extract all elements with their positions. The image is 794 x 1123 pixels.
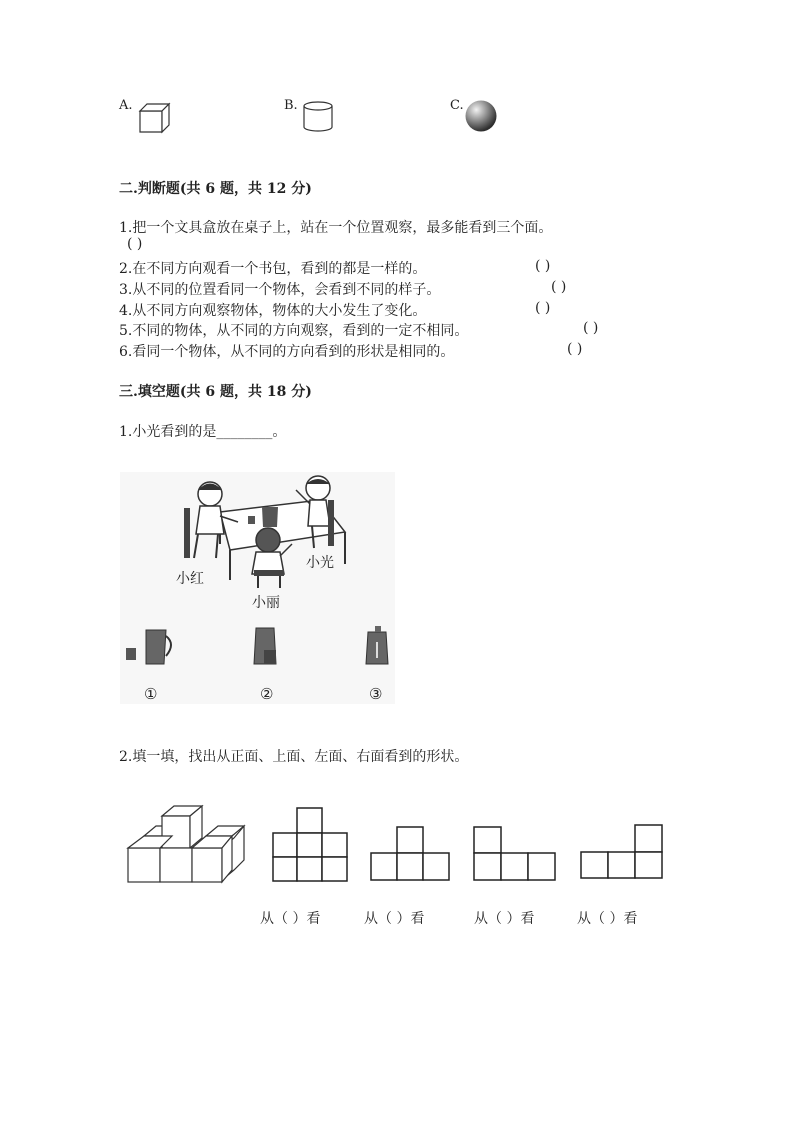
view-shape-3 (473, 826, 559, 884)
section3-heading: 三.填空题(共 6 题，共 18 分) (119, 384, 312, 400)
view-shape-4 (580, 824, 666, 882)
judge-q6-text: 6.看同一个物体，从不同的方向看到的形状是相同的。 (119, 344, 455, 360)
view-label-3[interactable]: 从（ ）看 (474, 911, 535, 927)
judge-q4-text: 4.从不同方向观察物体，物体的大小发生了变化。 (119, 303, 427, 319)
label-xiaoli: 小丽 (252, 595, 280, 611)
choice-1-label: ① (144, 685, 158, 703)
fill-q1-text: 1.小光看到的是________。 (119, 424, 287, 440)
choice-2-label: ② (260, 685, 274, 703)
judge-q5-text: 5.不同的物体，从不同的方向观察，看到的一定不相同。 (119, 323, 469, 339)
option-a-label: A. (119, 98, 133, 113)
judge-q1-answer[interactable]: ( ) (127, 236, 143, 252)
view-label-1[interactable]: 从（ ）看 (260, 911, 321, 927)
table-scene-illustration (120, 472, 395, 704)
view-shape-2 (370, 826, 452, 884)
label-xiaoguang: 小光 (306, 555, 334, 571)
judge-q2-answer[interactable]: ( ) (535, 258, 551, 274)
choice-3-label: ③ (369, 685, 383, 703)
label-xiaohong: 小红 (176, 571, 204, 587)
judge-q3-answer[interactable]: ( ) (551, 279, 567, 295)
option-b-label: B. (284, 98, 298, 113)
view-label-2[interactable]: 从（ ）看 (364, 911, 425, 927)
judge-q2-text: 2.在不同方向观看一个书包，看到的都是一样的。 (119, 261, 427, 277)
view-label-4[interactable]: 从（ ）看 (577, 911, 638, 927)
judge-q5-answer[interactable]: ( ) (583, 320, 599, 336)
judge-q4-answer[interactable]: ( ) (535, 300, 551, 316)
table-scene-figure (120, 472, 395, 704)
cube-icon (138, 102, 172, 134)
sphere-icon (464, 100, 498, 134)
view-shape-1 (272, 807, 350, 885)
option-c-label: C. (450, 98, 464, 113)
judge-q1-text: 1.把一个文具盒放在桌子上，站在一个位置观察，最多能看到三个面。 (119, 220, 553, 236)
cube-stack-3d (126, 804, 246, 884)
cylinder-icon (302, 100, 336, 134)
section2-heading: 二.判断题(共 6 题，共 12 分) (119, 181, 312, 197)
judge-q3-text: 3.从不同的位置看同一个物体，会看到不同的样子。 (119, 282, 441, 298)
judge-q6-answer[interactable]: ( ) (567, 341, 583, 357)
fill-q2-text: 2.填一填，找出从正面、上面、左面、右面看到的形状。 (119, 749, 469, 765)
